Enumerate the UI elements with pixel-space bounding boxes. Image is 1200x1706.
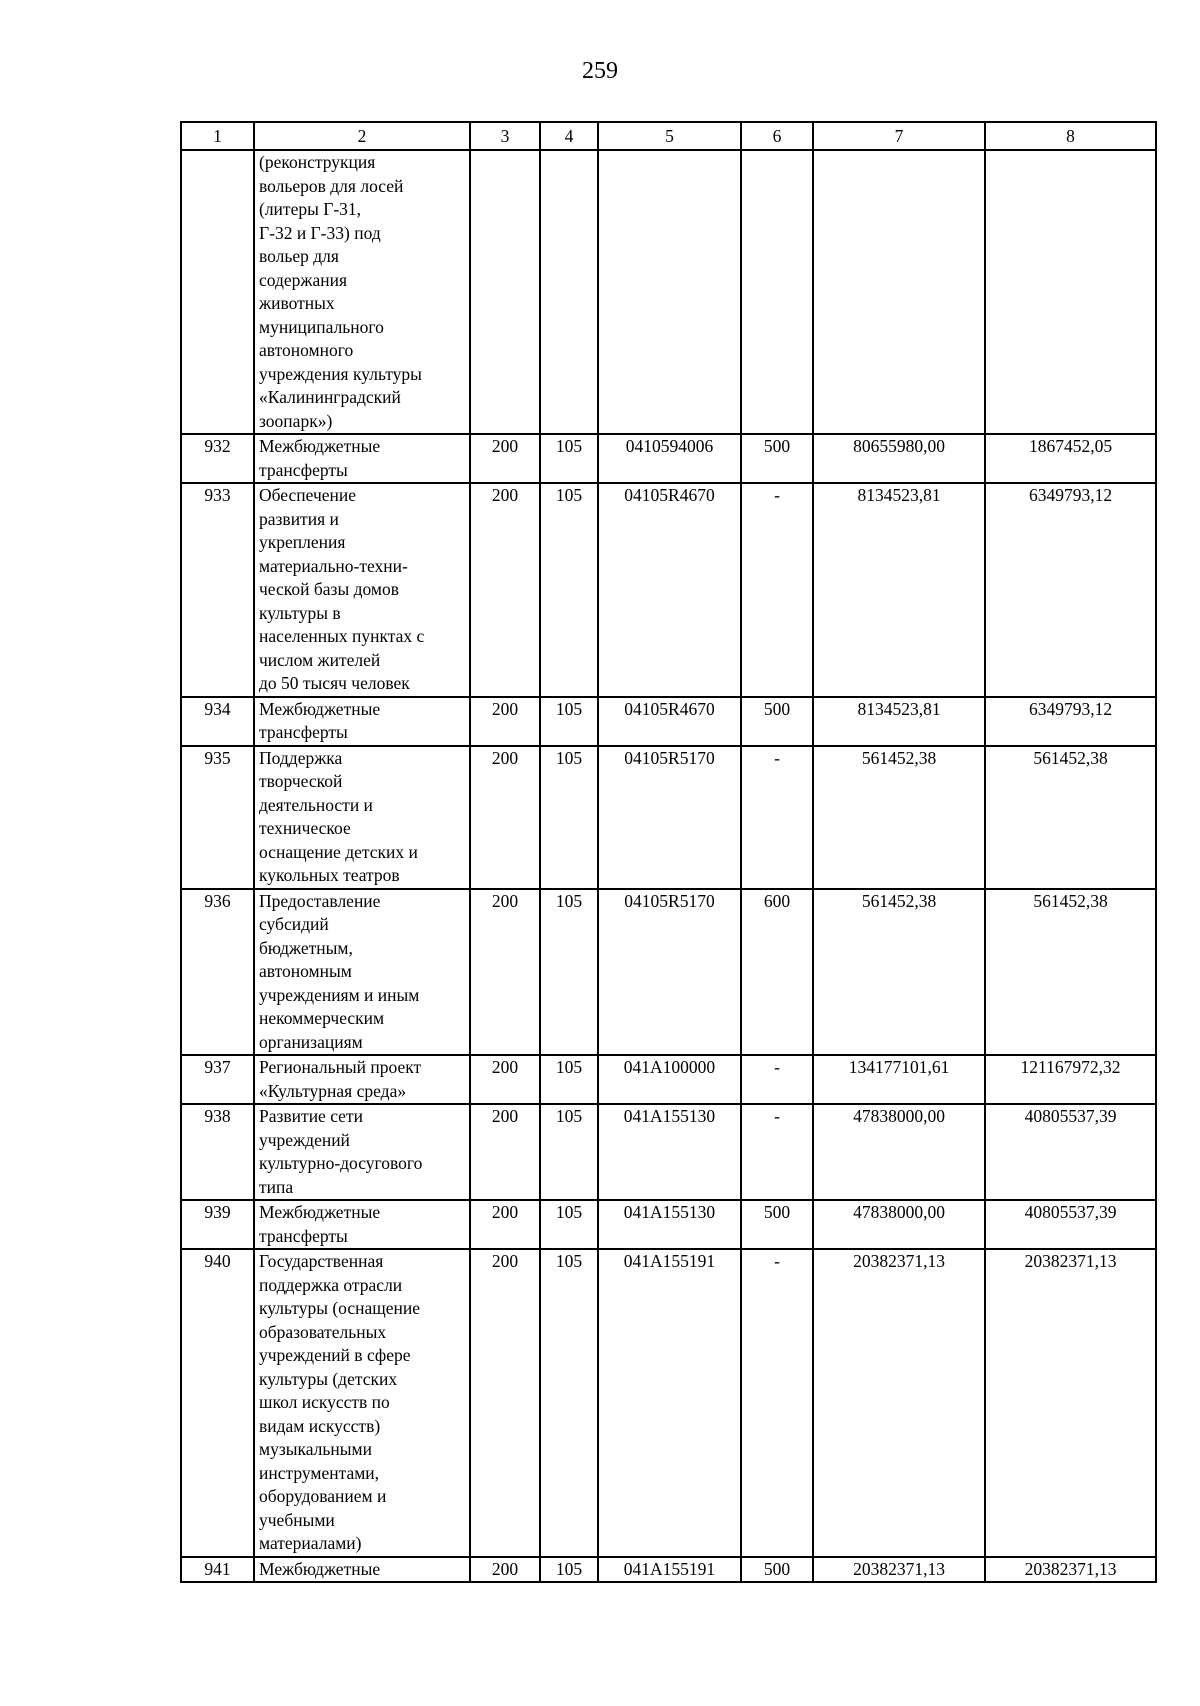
column-header: 8 — [985, 122, 1156, 150]
col4-cell: 105 — [540, 1557, 598, 1583]
column-header: 5 — [598, 122, 741, 150]
col4-cell: 105 — [540, 1104, 598, 1200]
row-number-cell: 933 — [181, 483, 254, 697]
col4-cell: 105 — [540, 1055, 598, 1104]
col5-cell: 04105R4670 — [598, 697, 741, 746]
column-header: 2 — [254, 122, 470, 150]
row-number-cell: 932 — [181, 434, 254, 483]
col3-cell: 200 — [470, 1200, 540, 1249]
amount-col8-cell: 40805537,39 — [985, 1104, 1156, 1200]
item-name-cell: Обеспечение развития и укрепления материально-техни- ческой базы домов культуры в населенных пунктах с числом жителей до 50 тысяч человек — [254, 483, 470, 697]
col5-cell: 041A100000 — [598, 1055, 741, 1104]
table-row — [181, 746, 1156, 889]
amount-col7-cell: 8134523,81 — [813, 697, 985, 746]
col3-cell: 200 — [470, 1104, 540, 1200]
item-name-cell: Межбюджетные трансферты — [254, 1200, 470, 1249]
amount-col7-cell: 8134523,81 — [813, 483, 985, 697]
amount-col8-cell: 1867452,05 — [985, 434, 1156, 483]
amount-col7-cell: 134177101,61 — [813, 1055, 985, 1104]
column-header: 3 — [470, 122, 540, 150]
amount-col8-cell: 20382371,13 — [985, 1249, 1156, 1557]
row-number-cell: 937 — [181, 1055, 254, 1104]
col3-cell: 200 — [470, 1055, 540, 1104]
col5-cell: 041A155130 — [598, 1104, 741, 1200]
col4-cell: 105 — [540, 434, 598, 483]
col4-cell: 105 — [540, 483, 598, 697]
amount-col7-cell: 47838000,00 — [813, 1104, 985, 1200]
column-header: 7 — [813, 122, 985, 150]
col3-cell: 200 — [470, 483, 540, 697]
col5-cell: 0410594006 — [598, 434, 741, 483]
row-number-cell: 938 — [181, 1104, 254, 1200]
col5-cell — [598, 150, 741, 434]
item-name-cell: (реконструкция вольеров для лосей (литеры Г-31, Г-32 и Г-33) под вольер для содержания животных муниципального автономного учреждения культуры «Калининградский зоопарк») — [254, 150, 470, 434]
col3-cell: 200 — [470, 697, 540, 746]
col4-cell: 105 — [540, 697, 598, 746]
item-name-cell: Поддержка творческой деятельности и техническое оснащение детских и кукольных театров — [254, 746, 470, 889]
col4-cell: 105 — [540, 1249, 598, 1557]
col3-cell: 200 — [470, 746, 540, 889]
amount-col7-cell: 20382371,13 — [813, 1557, 985, 1583]
item-name-cell: Региональный проект «Культурная среда» — [254, 1055, 470, 1104]
col5-cell: 041A155191 — [598, 1249, 741, 1557]
table-row — [181, 1557, 1156, 1583]
col5-cell: 04105R4670 — [598, 483, 741, 697]
col6-cell: - — [741, 1055, 813, 1104]
col4-cell: 105 — [540, 1200, 598, 1249]
column-header: 4 — [540, 122, 598, 150]
row-number-cell: 940 — [181, 1249, 254, 1557]
table-row — [181, 1104, 1156, 1200]
amount-col7-cell: 561452,38 — [813, 889, 985, 1056]
col6-cell: - — [741, 746, 813, 889]
col5-cell: 041A155191 — [598, 1557, 741, 1583]
table-row — [181, 483, 1156, 697]
item-name-cell: Межбюджетные трансферты — [254, 697, 470, 746]
col6-cell: 500 — [741, 697, 813, 746]
table-row — [181, 889, 1156, 1056]
amount-col8-cell — [985, 150, 1156, 434]
col6-cell: 500 — [741, 1557, 813, 1583]
budget-table — [180, 121, 1157, 1583]
item-name-cell: Предоставление субсидий бюджетным, автономным учреждениям и иным некоммерческим организациям — [254, 889, 470, 1056]
item-name-cell: Государственная поддержка отрасли культуры (оснащение образовательных учреждений в сфере культуры (детских школ искусств по видам искусств) музыкальными инструментами, оборудованием и учебными материалами) — [254, 1249, 470, 1557]
amount-col7-cell: 561452,38 — [813, 746, 985, 889]
item-name-cell: Межбюджетные трансферты — [254, 434, 470, 483]
col6-cell: - — [741, 483, 813, 697]
col6-cell: 500 — [741, 1200, 813, 1249]
col3-cell: 200 — [470, 434, 540, 483]
amount-col8-cell: 20382371,13 — [985, 1557, 1156, 1583]
col5-cell: 041A155130 — [598, 1200, 741, 1249]
col6-cell — [741, 150, 813, 434]
table-row — [181, 1249, 1156, 1557]
col4-cell: 105 — [540, 889, 598, 1056]
table-row — [181, 434, 1156, 483]
column-header: 6 — [741, 122, 813, 150]
row-number-cell — [181, 150, 254, 434]
amount-col8-cell: 40805537,39 — [985, 1200, 1156, 1249]
col6-cell: 500 — [741, 434, 813, 483]
col4-cell: 105 — [540, 746, 598, 889]
col3-cell: 200 — [470, 1249, 540, 1557]
amount-col8-cell: 561452,38 — [985, 746, 1156, 889]
amount-col8-cell: 561452,38 — [985, 889, 1156, 1056]
table-row — [181, 697, 1156, 746]
amount-col7-cell: 80655980,00 — [813, 434, 985, 483]
table-row — [181, 1200, 1156, 1249]
col3-cell: 200 — [470, 1557, 540, 1583]
col6-cell: - — [741, 1249, 813, 1557]
col5-cell: 04105R5170 — [598, 889, 741, 1056]
row-number-cell: 939 — [181, 1200, 254, 1249]
header-row — [181, 122, 1156, 150]
amount-col8-cell: 6349793,12 — [985, 483, 1156, 697]
col6-cell: 600 — [741, 889, 813, 1056]
column-header: 1 — [181, 122, 254, 150]
amount-col8-cell: 6349793,12 — [985, 697, 1156, 746]
table-row — [181, 1055, 1156, 1104]
item-name-cell: Развитие сети учреждений культурно-досугового типа — [254, 1104, 470, 1200]
col3-cell: 200 — [470, 889, 540, 1056]
col3-cell — [470, 150, 540, 434]
item-name-cell: Межбюджетные — [254, 1557, 470, 1583]
amount-col7-cell: 47838000,00 — [813, 1200, 985, 1249]
amount-col7-cell: 20382371,13 — [813, 1249, 985, 1557]
table-row — [181, 150, 1156, 434]
row-number-cell: 934 — [181, 697, 254, 746]
col4-cell — [540, 150, 598, 434]
page-number: 259 — [582, 58, 618, 84]
row-number-cell: 935 — [181, 746, 254, 889]
row-number-cell: 941 — [181, 1557, 254, 1583]
row-number-cell: 936 — [181, 889, 254, 1056]
amount-col8-cell: 121167972,32 — [985, 1055, 1156, 1104]
col5-cell: 04105R5170 — [598, 746, 741, 889]
col6-cell: - — [741, 1104, 813, 1200]
amount-col7-cell — [813, 150, 985, 434]
